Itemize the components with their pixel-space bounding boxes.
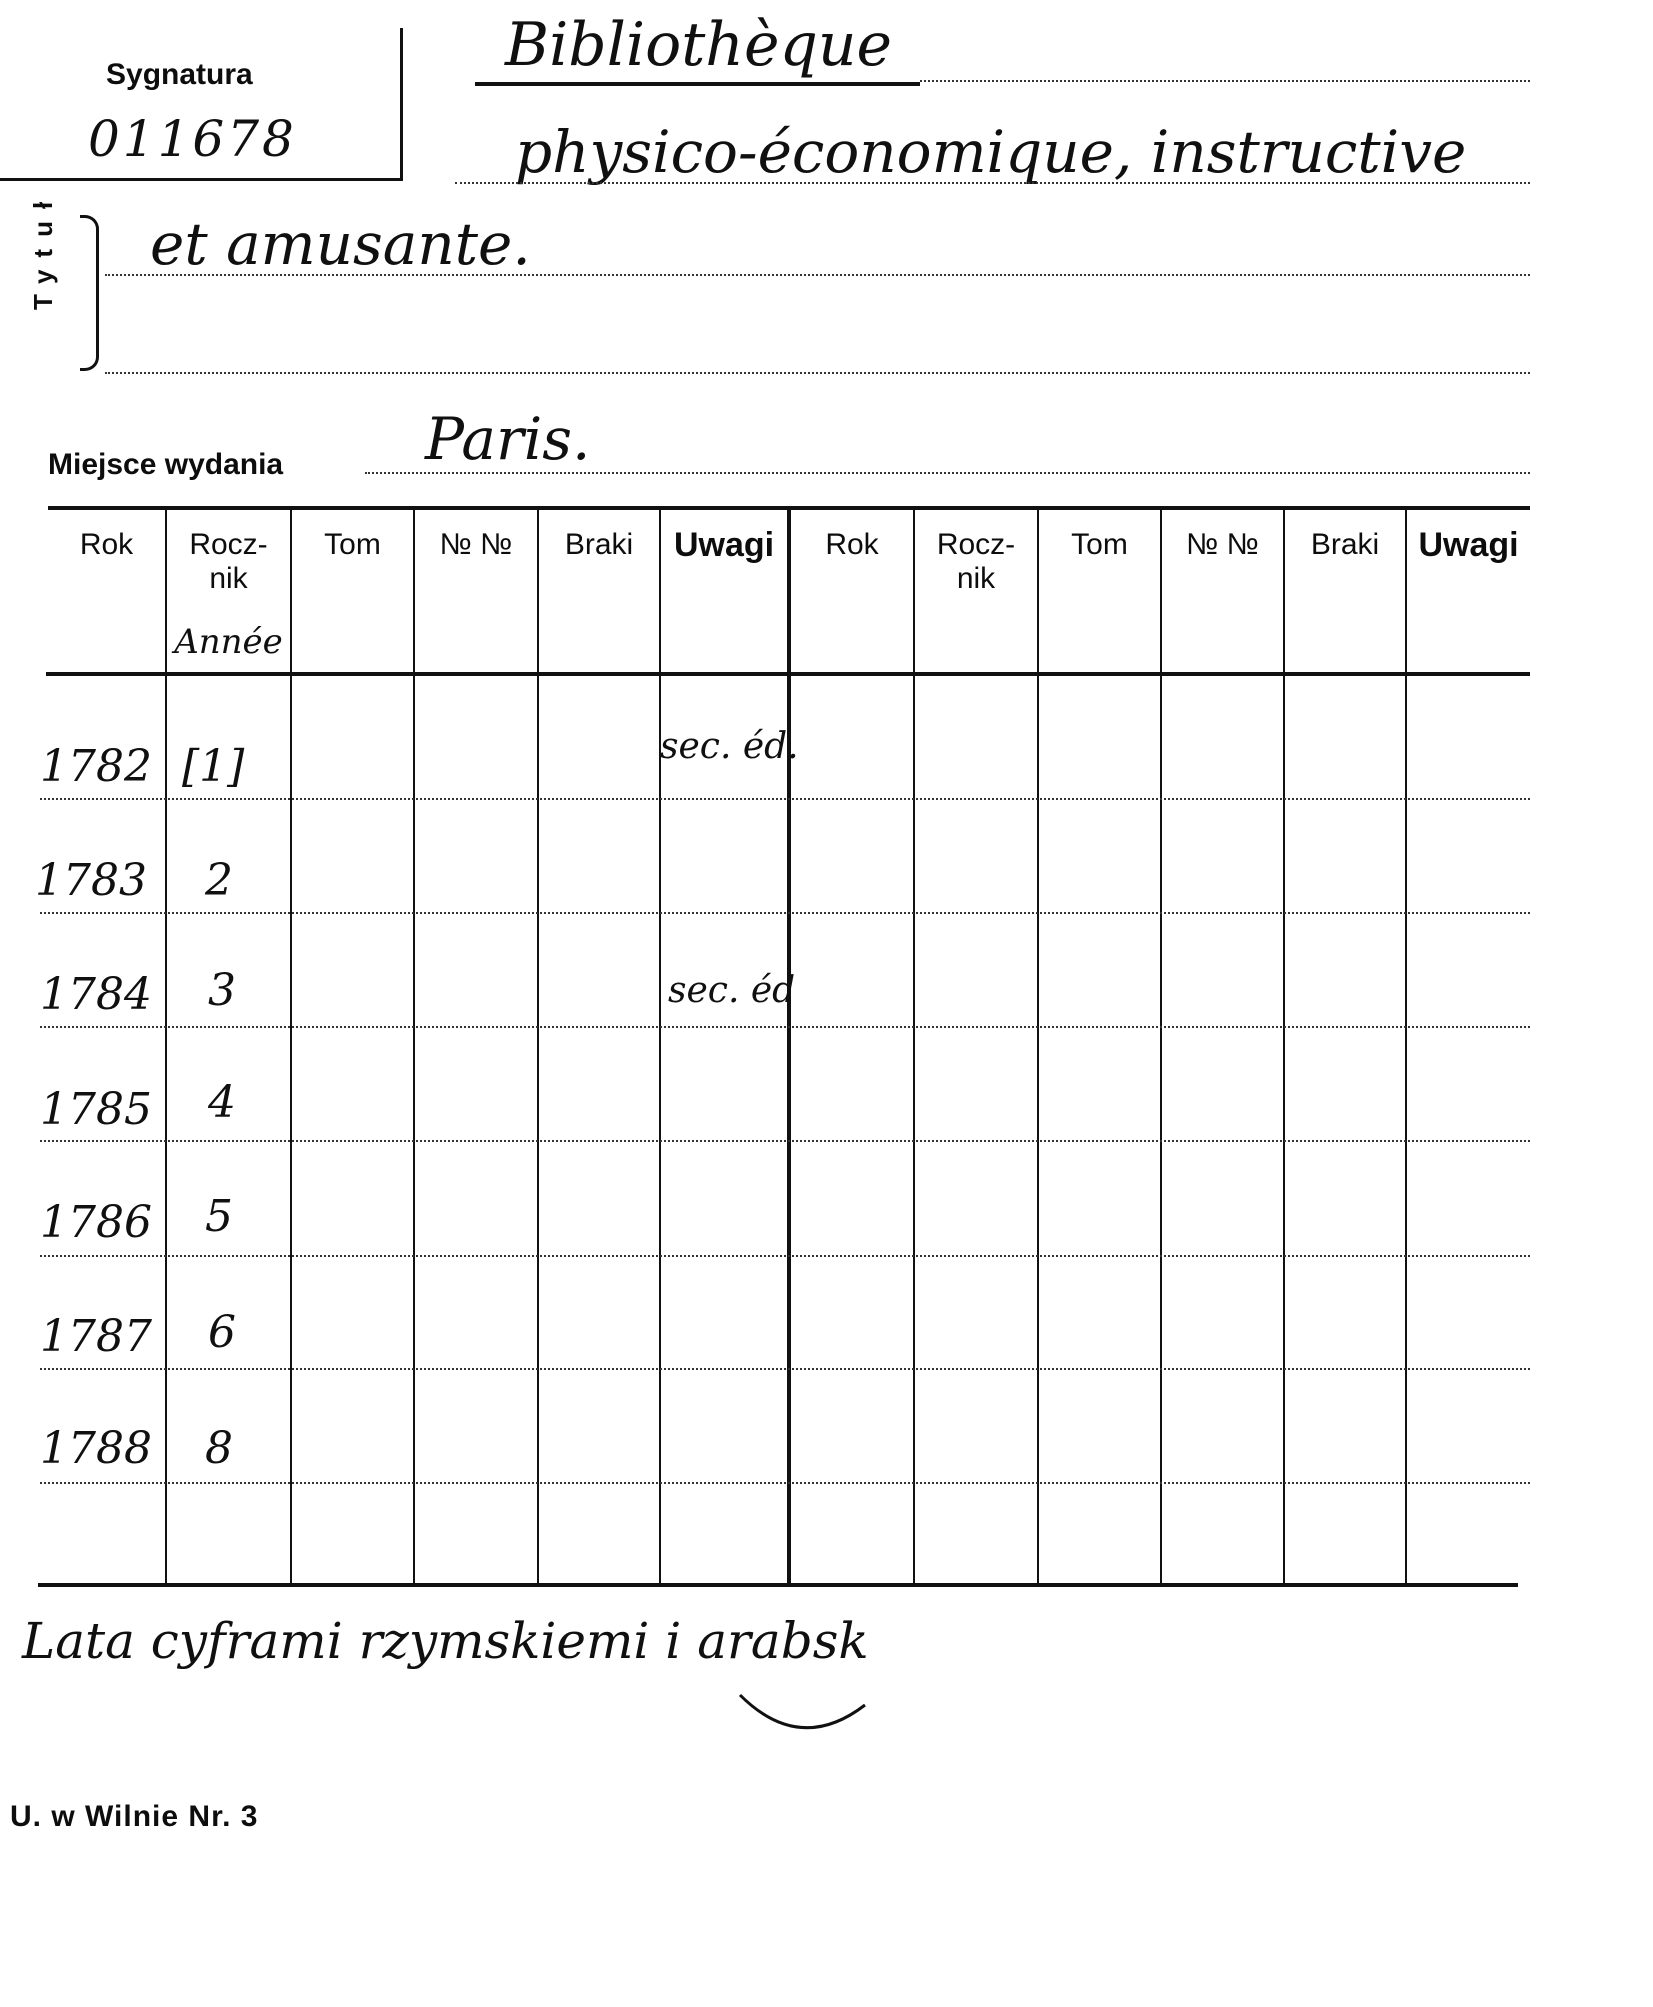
row-rocznik: 5	[205, 1191, 233, 1242]
header-rocznik: Rocz- nik	[189, 528, 268, 595]
row-rok: 1783	[35, 855, 147, 906]
imprint: U. w Wilnie Nr. 3	[10, 1800, 259, 1833]
title-line-3: et amusante.	[150, 210, 531, 278]
col-line	[537, 510, 539, 1585]
header-tom-right: Tom	[1071, 528, 1128, 561]
header-rocznik-right: Rocz- nik	[936, 528, 1016, 595]
header-uwagi: Uwagi	[673, 526, 775, 564]
row-rok: 1788	[40, 1423, 152, 1474]
header-braki-right: Braki	[1310, 528, 1380, 561]
header-rocznik-hand: Année	[174, 622, 283, 662]
row-rok: 1786	[40, 1197, 152, 1248]
row-uwagi: sec. éd	[668, 970, 796, 1011]
row-rocznik: 6	[208, 1307, 236, 1358]
header-rok-right: Rok	[825, 528, 879, 561]
row-rule	[40, 798, 1530, 800]
row-rule	[40, 1026, 1530, 1028]
signature-value: 011678	[88, 110, 297, 168]
row-rocznik: 2	[205, 855, 233, 906]
row-uwagi: sec. éd.	[660, 726, 799, 767]
place-value: Paris.	[425, 405, 591, 473]
row-rule	[40, 1482, 1530, 1484]
signature-box	[0, 28, 403, 181]
title-brace	[80, 215, 99, 371]
title-line-2-rule	[455, 182, 1530, 184]
header-tom: Tom	[324, 528, 381, 561]
col-line	[1160, 510, 1162, 1585]
title-underline	[475, 82, 920, 86]
col-line	[1037, 510, 1039, 1585]
header-braki: Braki	[564, 528, 634, 561]
signature-label: Sygnatura	[106, 58, 253, 91]
place-label: Miejsce wydania	[48, 448, 284, 481]
row-rocznik: 8	[205, 1423, 233, 1474]
row-rule	[40, 1140, 1530, 1142]
footer-note: Lata cyframi rzymskiemi i arabsk	[22, 1612, 869, 1670]
row-rule	[40, 912, 1530, 914]
row-rocznik: 4	[208, 1077, 236, 1128]
title-line-3-rule	[105, 274, 1530, 276]
header-rok: Rok	[79, 528, 134, 561]
header-uwagi-right: Uwagi	[1418, 526, 1519, 564]
header-numery-right: № №	[1186, 528, 1259, 561]
place-rule	[365, 472, 1530, 474]
col-line	[659, 510, 661, 1585]
title-line-1-rule	[920, 80, 1530, 82]
col-line	[1283, 510, 1285, 1585]
row-rule	[40, 1255, 1530, 1257]
col-line	[1405, 510, 1407, 1585]
title-line-2: physico-économique, instructive	[515, 118, 1467, 186]
col-line	[290, 510, 292, 1585]
title-line-1: Bibliothèque	[505, 10, 893, 80]
col-line	[165, 510, 167, 1585]
title-label: Tytuł	[28, 189, 58, 310]
col-line	[913, 510, 915, 1585]
row-rok: 1782	[40, 741, 152, 792]
row-rocznik: [1]	[182, 741, 245, 792]
row-rok: 1784	[40, 969, 152, 1020]
col-center-divider	[787, 510, 791, 1585]
title-line-4-rule	[105, 372, 1530, 374]
row-rocznik: 3	[208, 965, 236, 1016]
header-numery: № №	[439, 528, 513, 561]
decorative-arc	[735, 1690, 875, 1750]
col-line	[413, 510, 415, 1585]
row-rule	[40, 1368, 1530, 1370]
table-bottom-rule	[38, 1583, 1518, 1587]
row-rok: 1787	[40, 1311, 152, 1362]
row-rok: 1785	[40, 1084, 152, 1135]
